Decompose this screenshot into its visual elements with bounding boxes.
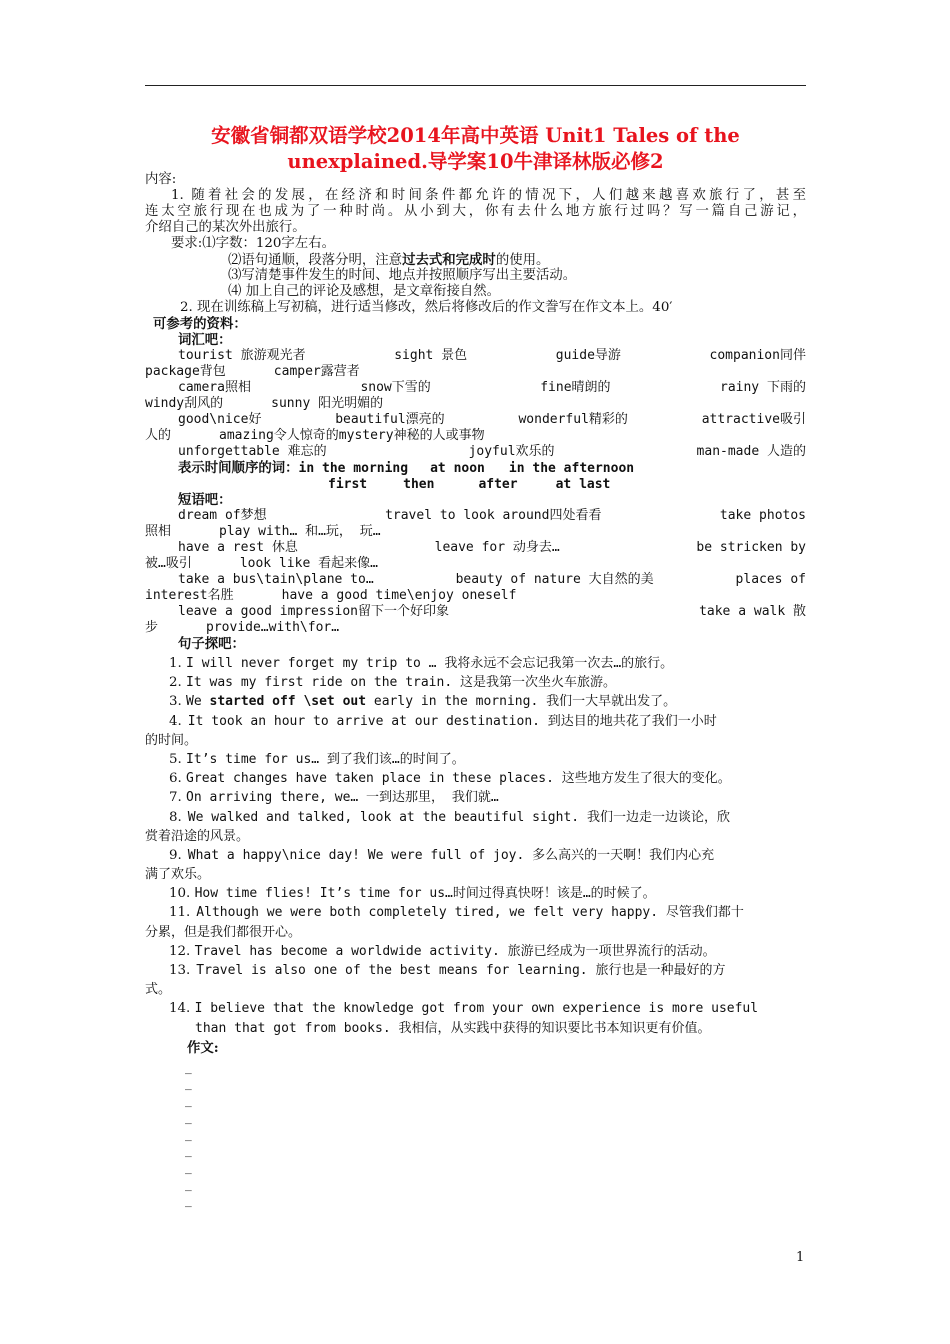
vocab-row-cell: unforgettable 难忘的	[178, 444, 327, 459]
sentence-item: 4. It took an hour to arrive at our destination. 到达目的地共花了我们一小时	[169, 713, 717, 729]
vocab-row-cell: package背包	[145, 364, 226, 379]
phrase-row-cell: be stricken by	[696, 540, 806, 555]
vocab-row-cell: tourist 旅游观光者	[178, 348, 306, 363]
header-rule	[145, 85, 806, 86]
requirement-2-bold: 过去式和完成时	[402, 252, 496, 268]
vocab-row-cell: companion同伴	[709, 348, 806, 363]
sentence-item: 1. I will never forget my trip to … 我将永远不会忘记我第一次去…的旅行。	[169, 656, 674, 671]
vocab-row-cell: snow下雪的	[360, 380, 431, 395]
vocab-row-cell: good\nice好	[178, 412, 262, 427]
requirement-4: ⑷ 加上自己的评论及感想，是文章衔接自然。	[228, 284, 501, 299]
phrase-row	[145, 556, 806, 572]
phrase-row-cell: 被…吸引	[145, 556, 192, 571]
time-word: in the morning	[298, 461, 409, 476]
phrase-row-cell: play with… 和…玩， 玩…	[219, 524, 381, 539]
vocab-row-cell: camper露营者	[273, 364, 360, 379]
essay-lines	[145, 1060, 806, 1210]
phrase-row-cell: interest名胜	[145, 588, 234, 603]
sentence-item: 14. I believe that the knowledge got from your own experience is more useful	[169, 1001, 759, 1017]
vocab-row	[145, 380, 806, 396]
sentence-item: 5. It’s time for us… 到了我们该…的时间了。	[169, 751, 465, 767]
reference-title: 可参考的资料：	[153, 316, 247, 332]
essay-blank-line: _	[185, 1193, 192, 1209]
time-word: in the afternoon	[508, 461, 635, 476]
essay-title: 作文:	[187, 1039, 219, 1056]
phrase-row	[145, 540, 806, 556]
sentence-item: 11. Although we were both completely tired, we felt very happy. 尽管我们都十	[169, 905, 744, 921]
phrase-row-cell: have a rest 休息	[178, 540, 298, 555]
sentence-item: 3. We started off \set out early in the morning. 我们一大早就出发了。	[169, 694, 677, 710]
sentence-item: 9. What a happy\nice day! We were full of joy. 多么高兴的一天啊！我们内心充	[169, 847, 715, 863]
vocab-row-cell: joyful欢乐的	[468, 444, 555, 459]
task1-line-3: 介绍自己的某次外出旅行。	[145, 220, 306, 235]
phrase-title: 短语吧：	[178, 492, 232, 508]
time-word: at last	[555, 477, 611, 492]
phrase-row	[145, 604, 806, 620]
vocab-row-cell: rainy 下雨的	[720, 380, 806, 395]
sentence-item: 8. We walked and talked, look at the beautiful sight. 我们一边走一边谈论，欣	[169, 809, 730, 825]
phrase-row	[145, 524, 806, 540]
phrase-row-cell: places of	[735, 572, 806, 587]
phrase-row-cell: travel to look around四处看看	[385, 508, 602, 523]
essay-blank-line: _	[185, 1093, 192, 1109]
vocab-row-cell: wonderful精彩的	[518, 412, 628, 427]
essay-blank-line: _	[185, 1159, 192, 1175]
vocab-row-cell: attractive吸引	[701, 412, 806, 427]
sentence-title: 句子探吧：	[178, 636, 245, 652]
phrase-row-cell: beauty of nature 大自然的美	[455, 572, 654, 587]
essay-blank-line: _	[185, 1059, 192, 1075]
vocab-row-cell: 人的	[145, 428, 172, 443]
time-word: at noon	[430, 461, 485, 476]
essay-blank-line: _	[185, 1176, 192, 1192]
vocab-row	[145, 444, 806, 460]
phrase-row-cell: look like 看起来像…	[239, 556, 378, 571]
vocab-row-cell: fine晴朗的	[540, 380, 611, 395]
requirement-1: 要求:⑴字数：120字左右。	[171, 236, 335, 251]
vocab-row-cell: beautiful漂亮的	[335, 412, 445, 427]
phrase-row	[145, 588, 806, 604]
time-word: after	[478, 477, 518, 492]
phrase-row-cell: provide…with\for…	[206, 620, 340, 635]
vocab-row-cell: man-made 人造的	[696, 444, 806, 459]
phrase-row-cell: dream of梦想	[178, 508, 267, 523]
vocab-row-cell: guide导游	[555, 348, 621, 363]
page-number: 1	[796, 1250, 805, 1265]
phrase-row-cell: have a good time\enjoy oneself	[281, 588, 517, 603]
phrase-row	[145, 508, 806, 524]
vocab-row	[145, 412, 806, 428]
title-line-2: unexplained.导学案10牛津译林版必修2	[287, 150, 664, 173]
vocab-row-cell: camera照相	[178, 380, 251, 395]
phrase-row-cell: take a bus\tain\plane to…	[178, 572, 374, 587]
vocab-row-cell: amazing令人惊奇的mystery神秘的人或事物	[219, 428, 485, 443]
task1-line-1: 1. 随着社会的发展，在经济和时间条件都允许的情况下，人们越来越喜欢旅行了，甚至	[171, 188, 806, 203]
essay-blank-line: _	[185, 1076, 192, 1092]
time-words-row-1: 表示时间顺序的词：in the morning at noon in the afternoon	[178, 460, 635, 476]
time-word: then	[403, 477, 435, 492]
task2-line: 2. 现在训练稿上写初稿，进行适当修改，然后将修改后的作文誊写在作文本上。40′	[180, 300, 673, 315]
sentence-continuation: 式。	[145, 982, 172, 998]
vocab-title: 词汇吧：	[178, 332, 232, 348]
requirement-3: ⑶写清楚事件发生的时间、地点并按照顺序写出主要活动。	[228, 268, 577, 283]
time-words-row-2	[145, 476, 806, 492]
phrase-row-cell: take a walk 散	[699, 604, 806, 619]
sentence-bold-phrase: started off \set out	[209, 694, 367, 710]
sentence-item: 2. It was my first ride on the train. 这是我第一次坐火车旅游。	[169, 675, 616, 691]
phrase-row	[145, 572, 806, 588]
sentence-continuation: 满了欢乐。	[145, 867, 211, 883]
sentence-list	[145, 654, 806, 1038]
phrase-row-cell: leave for 动身去…	[434, 540, 560, 555]
requirement-2: ⑵语句通顺，段落分明，注意过去式和完成时的使用。	[228, 252, 550, 268]
document-body	[145, 172, 806, 1210]
task1-line-2: 连太空旅行现在也成为了一种时尚。从小到大，你有去什么地方旅行过吗？写一篇自己游记，	[145, 204, 806, 219]
phrase-row-cell: 照相	[145, 524, 172, 539]
phrase-row-cell: 步	[145, 620, 159, 635]
vocab-row-cell: sight 景色	[394, 348, 468, 363]
vocab-row	[145, 428, 806, 444]
sentence-continuation: 赏着沿途的风景。	[145, 828, 250, 844]
sentence-item: 10. How time flies! It’s time for us…时间过得真快呀！该是…的时候了。	[169, 886, 656, 902]
sentence-continuation: than that got from books. 我相信，从实践中获得的知识要比书本知识更有价值。	[195, 1020, 711, 1036]
vocab-row-cell: sunny 阳光明媚的	[271, 396, 384, 411]
vocab-row	[145, 364, 806, 380]
title-line-1: 安徽省铜都双语学校2014年高中英语 Unit1 Tales of the	[211, 124, 740, 147]
phrase-list	[145, 508, 806, 636]
sentence-item: 12. Travel has become a worldwide activity. 旅游已经成为一项世界流行的活动。	[169, 943, 716, 959]
sentence-item: 7. On arriving there, we… 一到达那里， 我们就…	[169, 790, 499, 806]
sentence-item: 13. Travel is also one of the best means for learning. 旅行也是一种最好的方	[169, 963, 726, 978]
essay-blank-line: _	[185, 1126, 192, 1142]
phrase-row	[145, 620, 806, 636]
phrase-row-cell: leave a good impression留下一个好印象	[178, 604, 450, 619]
essay-blank-line: _	[185, 1109, 192, 1125]
essay-blank-line: _	[185, 1143, 192, 1159]
time-word: first	[328, 477, 368, 492]
sentence-continuation: 分累，但是我们都很开心。	[145, 924, 302, 940]
document-title	[145, 123, 806, 175]
phrase-row-cell: take photos	[719, 508, 806, 523]
vocab-list	[145, 348, 806, 460]
vocab-row	[145, 348, 806, 364]
vocab-row	[145, 396, 806, 412]
sentence-item: 6. Great changes have taken place in these places. 这些地方发生了很大的变化。	[169, 771, 731, 787]
content-label: 内容:	[145, 172, 177, 187]
sentence-continuation: 的时间。	[145, 732, 198, 748]
vocab-row-cell: windy刮风的	[145, 396, 224, 411]
